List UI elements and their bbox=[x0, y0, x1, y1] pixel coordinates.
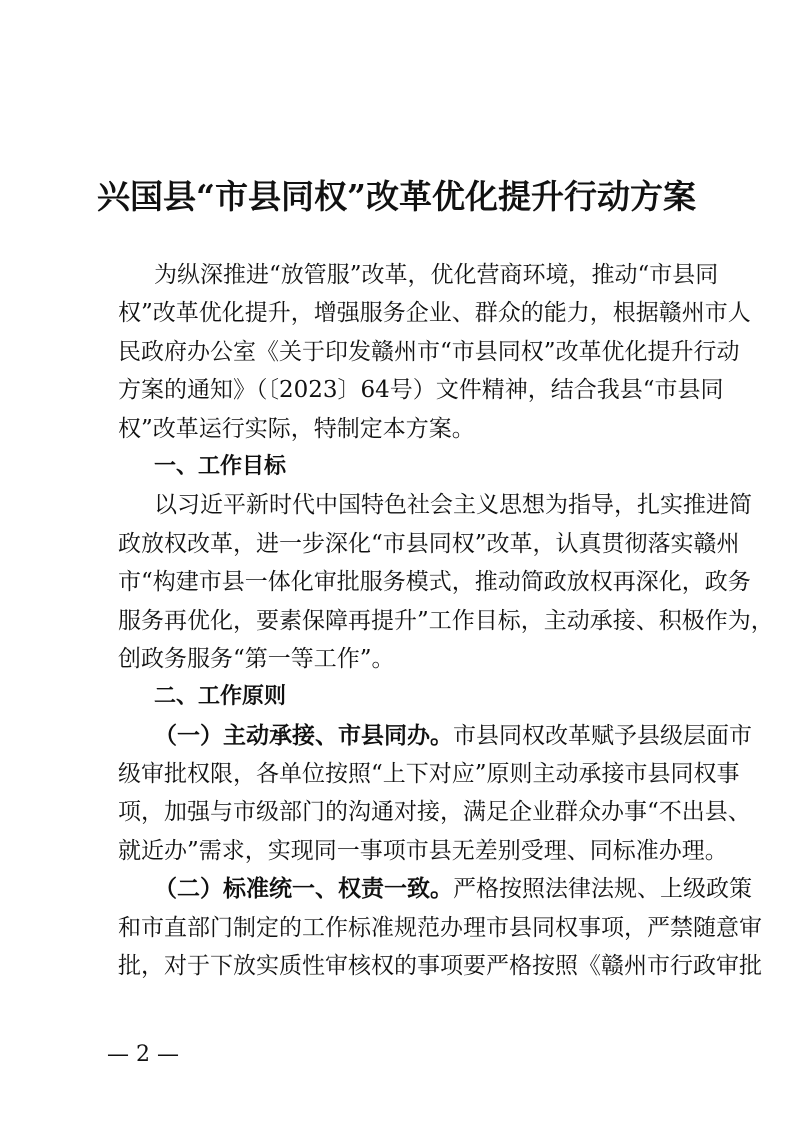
principle-two-line: 批，对于下放实质性审核权的事项要严格按照《赣州市行政审批 bbox=[118, 953, 762, 980]
principle-two-text: 严格按照法律法规、上级政策 bbox=[453, 876, 752, 903]
goals-line: 政放权改革，进一步深化“市县同权”改革，认真贯彻落实赣州 bbox=[118, 530, 740, 557]
principle-one-text: 市县同权改革赋予县级层面市 bbox=[453, 722, 752, 749]
principle-one-line: 项，加强与市级部门的沟通对接，满足企业群众办事“不出县、 bbox=[118, 799, 751, 826]
intro-line: 民政府办公室《关于印发赣州市“市县同权”改革优化提升行动 bbox=[118, 338, 740, 365]
intro-line: 方案的通知》（〔2023〕64号）文件精神，结合我县“市县同 bbox=[118, 377, 724, 404]
goals-line: 服务再优化，要素保障再提升”工作目标，主动承接、积极作为， bbox=[118, 607, 774, 634]
intro-line: 权”改革优化提升，增强服务企业、群众的能力，根据赣州市人 bbox=[118, 300, 751, 327]
document-body bbox=[118, 256, 774, 985]
principle-one-label: （一）主动承接、市县同办。 bbox=[154, 721, 453, 749]
principle-one-line: 级审批权限，各单位按照“上下对应”原则主动承接市县同权事 bbox=[118, 761, 740, 788]
document-title: 兴国县“市县同权”改革优化提升行动方案 bbox=[97, 177, 696, 216]
section-heading-goals: 一、工作目标 bbox=[154, 453, 287, 479]
principle-one-first-line bbox=[118, 717, 752, 755]
section-heading-principles: 二、工作原则 bbox=[154, 684, 287, 710]
principle-one-line: 就近办”需求，实现同一事项市县无差别受理、同标准办理。 bbox=[118, 837, 728, 864]
goals-line: 以习近平新时代中国特色社会主义思想为指导，扎实推进简 bbox=[154, 492, 752, 519]
page-number: — 2 — bbox=[107, 1042, 179, 1067]
intro-line: 权”改革运行实际，特制定本方案。 bbox=[118, 415, 475, 442]
principle-two-first-line bbox=[118, 870, 752, 908]
goals-line: 市“构建市县一体化审批服务模式，推动简政放权再深化，政务 bbox=[118, 569, 751, 596]
goals-line: 创政务服务“第一等工作”。 bbox=[118, 645, 395, 672]
principle-two-line: 和市直部门制定的工作标准规范办理市县同权事项，严禁随意审 bbox=[118, 914, 762, 941]
principle-two-label: （二）标准统一、权责一致。 bbox=[154, 875, 453, 903]
intro-line: 为纵深推进“放管服”改革，优化营商环境，推动“市县同 bbox=[154, 262, 719, 288]
